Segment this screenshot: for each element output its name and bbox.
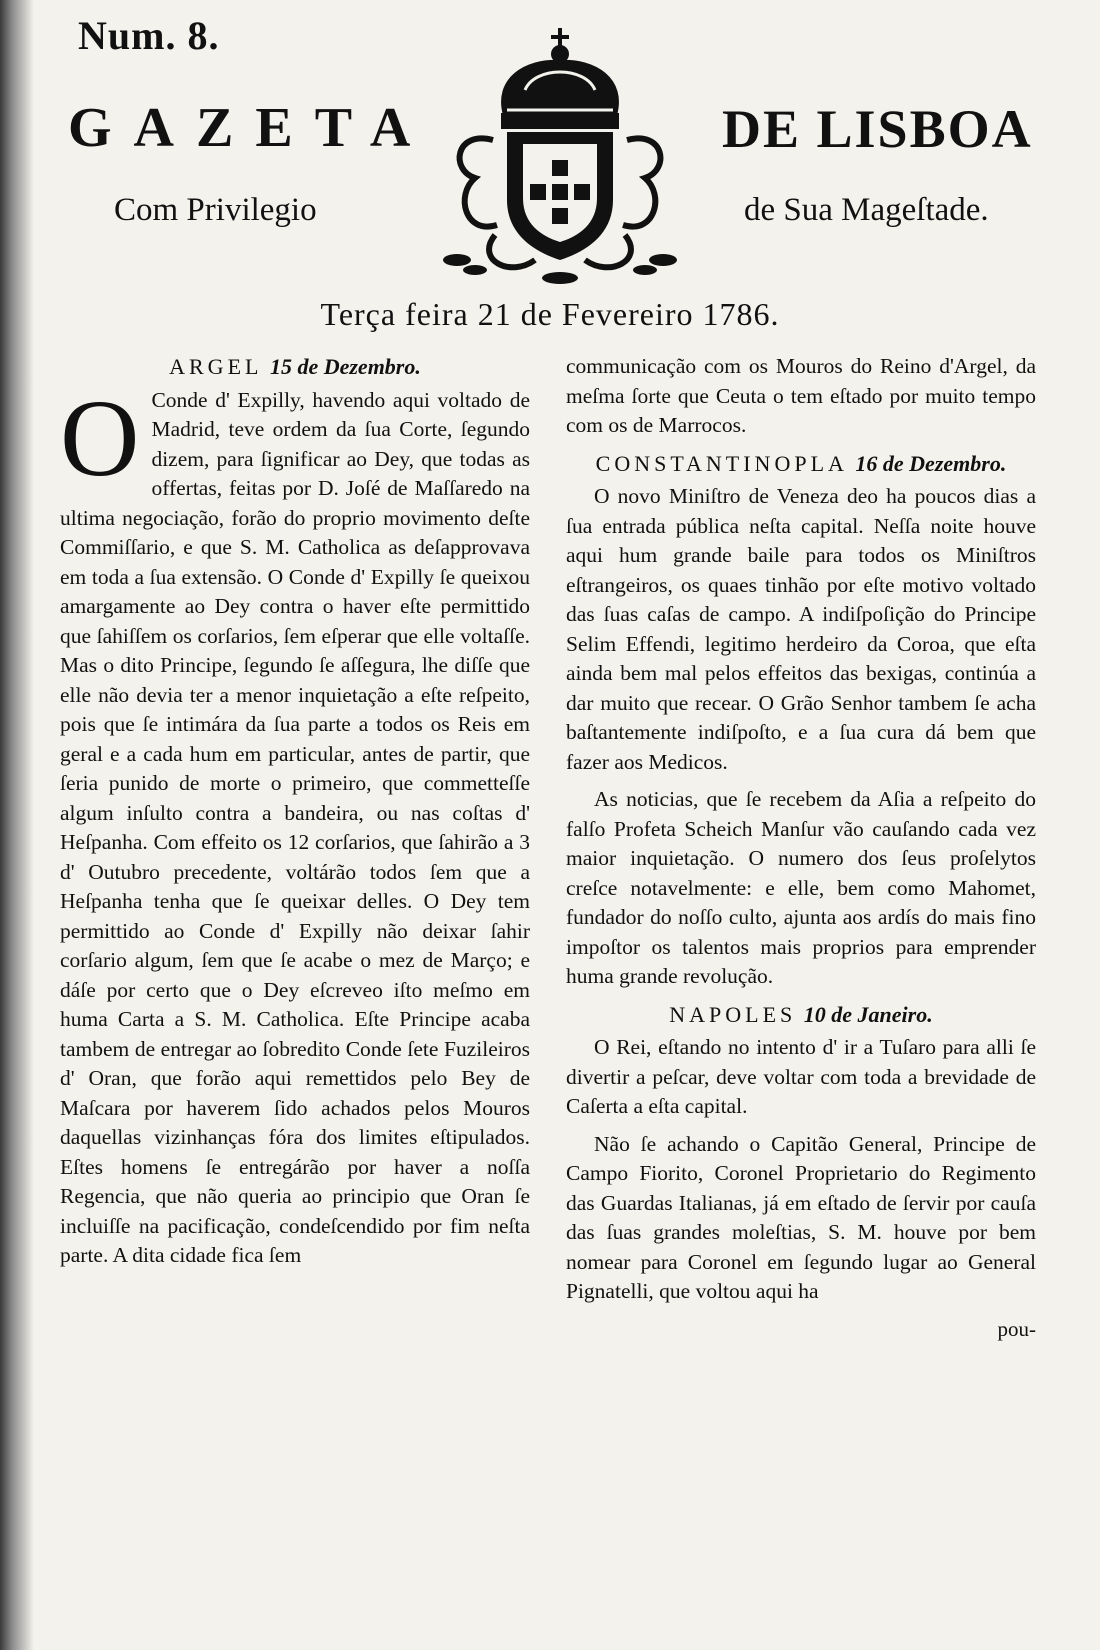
dispatch-heading-constantinopla: CONSTANTINOPLA 16 de Dezembro. [595, 450, 1007, 476]
title-left: GAZETA [68, 97, 433, 159]
drop-cap: O [60, 376, 140, 499]
left-column [60, 352, 530, 1279]
dispatch-paragraph: O Conde d' Expilly, havendo aqui voltado de Madrid, teve ordem da ſua Corte, ſegundo dizem, para ſignificar ao Dey, que todas as offertas, feitas por D. Joſé de Maſſaredo na ultima negociação, forão do proprio movimento deſte Commiſſario, e que S. M. Catholica as deſapprovava em toda a ſua extensão. O Conde d' Expilly ſe queixou amargamente ao Dey contra o haver eſte permittido que ſahiſſem os corſarios, ſem eſperar que elle voltaſſe. Mas o dito Principe, ſegundo ſe aſſegura, lhe diſſe que elle não devia ter a menor inquietação a eſte reſpeito, pois que ſe intimára da ſua parte a todos os Reis em geral e a cada hum em particular, antes de partir, que ſeria punido de morte o primeiro, que commetteſſe algum inſulto contra a bandeira, ou nas coſtas d' Heſpanha. Com effeito os 12 corſarios, que ſahirão a 3 d' Outubro precedente, voltárão todos ſem que a Heſpanha tenha que ſe queixar delles. O Dey tem permittido ao Conde d' Expilly não deixar ſahir corſario algum, ſem que ſe acabe o mez de Março; e dáſe por certo que o Dey eſcreveo iſto meſmo em huma Carta a S. M. Catholica. Eſte Principe acaba tambem de entregar ao ſobredito Conde ſete Fuzileiros d' Oran, que forão aqui remettidos pelo Bey de Maſcara por haverem ſido achados pelos Mouros daquellas vizinhanças fóra dos limites eſtipulados. Eſtes homens ſe entregárão por haver a noſſa Regencia, que não queria ao principio que Oran ſe incluiſſe na pacificação, condeſcendido por fim neſta parte. A dita cidade fica ſem [60, 376, 530, 1267]
dispatch-paragraph: O novo Miniſtro de Veneza deo ha poucos dias a ſua entrada pública neſta capital. Neſſa noite houve aqui hum grande baile para todos os Miniſtros eſtrangeiros, os quaes tinhão por eſte motivo voltado das ſuas caſas de campo. A indiſpoſição do Principe Selim Effendi, legitimo herdeiro da Coroa, que eſta ainda bem mal pelos effeitos das bexigas, continúa a dar muito que recear. O Grão Senhor tambem ſe acha baſtantemente indiſpoſto, e a ſua cura dá bem que fazer aos Medicos. [566, 484, 1036, 774]
dispatch-heading-napoles: NAPOLES 10 de Janeiro. [669, 1001, 933, 1027]
right-column [566, 352, 1036, 1344]
continuation-paragraph: communicação com os Mouros do Reino d'Argel, da meſma ſorte que Ceuta o tem eſtado por muito tempo com os de Marrocos. [566, 354, 1036, 437]
scan-edge-shadow [0, 0, 34, 1650]
privilege-left: Com Privilegio [114, 192, 317, 228]
dispatch-paragraph: As noticias, que ſe recebem da Aſia a reſpeito do falſo Profeta Scheich Manſur vão cauſando cada vez maior inquietação. O numero dos ſeus proſelytos creſce notavelmente: e elle, bem como Mahomet, fundador do noſſo culto, ajunta aos ardís do mais fino impoſtor os talentos mais proprios para emprender huma grande revolução. [566, 787, 1036, 988]
royal-coat-of-arms-icon [435, 20, 685, 290]
title-right: DE LISBOA [722, 99, 1033, 159]
issue-number: Num. 8. [78, 13, 220, 58]
issue-date: Terça feira 21 de Fevereiro 1786. [320, 296, 780, 332]
dispatch-paragraph: O Rei, eſtando no intento d' ir a Tuſaro para alli ſe divertir a peſcar, deve voltar com toda a brevidade de Caſerta a eſta capital. [566, 1035, 1036, 1118]
dispatch-heading-argel: ARGEL 15 de Dezembro. [169, 354, 421, 379]
privilege-right: de Sua Mageſtade. [744, 192, 989, 228]
dispatch-paragraph: Não ſe achando o Capitão General, Principe de Campo Fiorito, Coronel Proprietario do Regimento das Guardas Italianas, já em eſtado de ſervir por cauſa das ſuas grandes moleſtias, S. M. houve por bem nomear para Coronel em ſegundo lugar ao General Pignatelli, que voltou aqui ha [566, 1131, 1036, 1303]
catchword: pou- [997, 1316, 1036, 1341]
